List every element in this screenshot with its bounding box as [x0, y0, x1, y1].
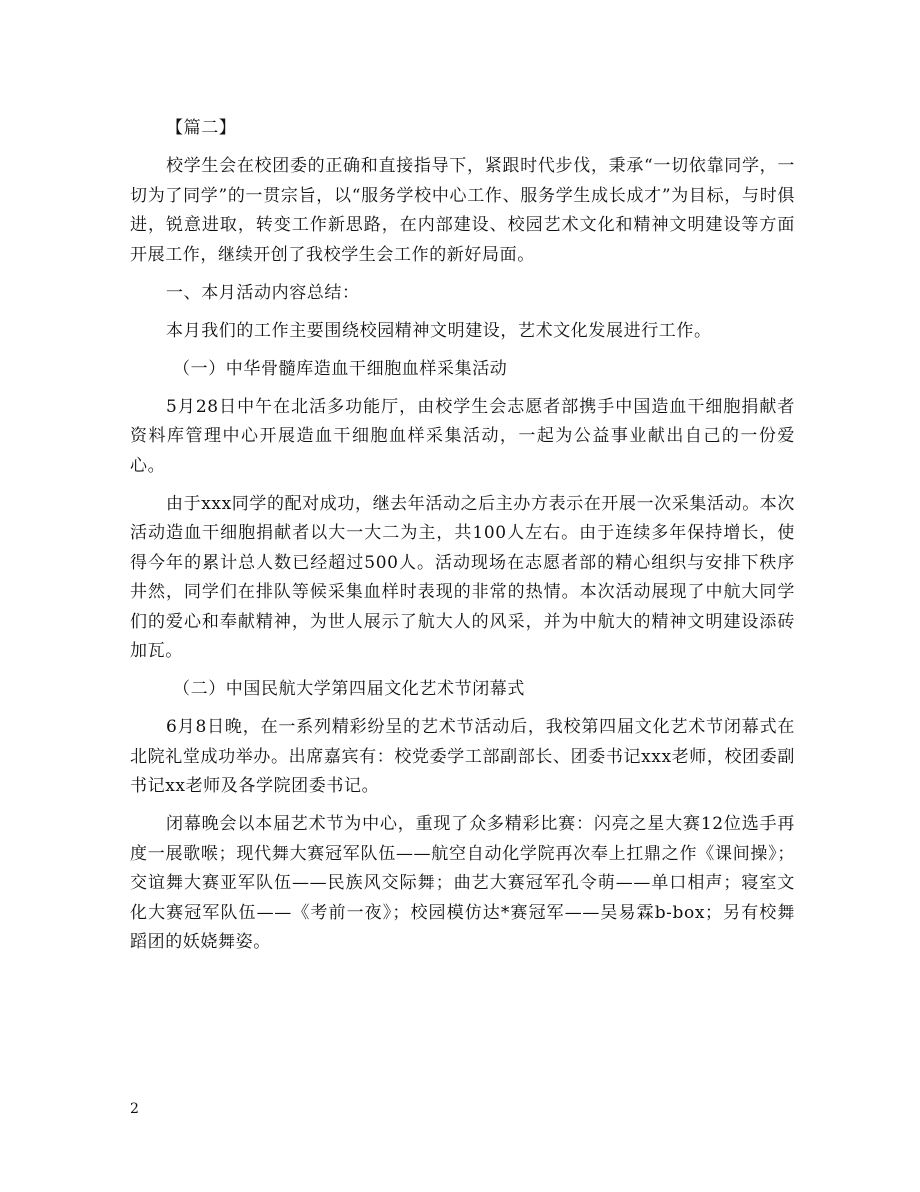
activity-two-heading: （二）中国民航大学第四届文化艺术节闭幕式 [173, 679, 525, 699]
summary-heading: 一、本月活动内容总结： [166, 282, 360, 303]
activity-two-paragraph-2: 闭幕晚会以本届艺术节为中心，重现了众多精彩比赛：闪亮之星大赛12位选手再度一展歌喉；现代舞大赛冠军队伍——航空自动化学院再次奉上扛鼎之作《课间操》；交谊舞大赛亚军队伍——民族风交际舞；曲艺大赛冠军孔令萌——单口相声；寝室文化大赛冠军队伍——《考前一夜》；校园模仿达*赛冠军——吴易霖b-box；另有校舞蹈团的妖娆舞姿。 [130, 814, 795, 952]
activity-one-paragraph-1: 5月28日中午在北活多功能厅，由校学生会志愿者部携手中国造血干细胞捐献者资料库管理中心开展造血干细胞血样采集活动，一起为公益事业献出自己的一份爱心。 [130, 396, 795, 476]
activity-one-paragraph-2: 由于xxx同学的配对成功，继去年活动之后主办方表示在开展一次采集活动。本次活动造血干细胞捐献者以大一大二为主，共100人左右。由于连续多年保持增长，使得今年的累计总人数已经超过500人。活动现场在志愿者部的精心组织与安排下秩序井然，同学们在排队等候采集血样时表现的非常的热情。本次活动展现了中航大同学们的爱心和奉献精神，为世人展示了航大人的风采，并为中航大的精神文明建设添砖加瓦。 [130, 493, 795, 661]
page-number: 2 [130, 1101, 139, 1117]
intro-paragraph: 校学生会在校团委的正确和直接指导下，紧跟时代步伐，秉承“一切依靠同学，一切为了同学”的一贯宗旨，以“服务学校中心工作、服务学生成长成才”为目标，与时俱进，锐意进取，转变工作新思路，在内部建设、校园艺术文化和精神文明建设等方面开展工作，继续开创了我校学生会工作的新好局面。 [130, 156, 795, 265]
document-body [130, 114, 795, 958]
activity-two-paragraph-1: 6月8日晚，在一系列精彩纷呈的艺术节活动后，我校第四届文化艺术节闭幕式在北院礼堂成功举办。出席嘉宾有：校党委学工部副部长、团委书记xxx老师，校团委副书记xx老师及各学院团委书记。 [130, 717, 795, 796]
activity-one-heading: （一）中华骨髓库造血干细胞血样采集活动 [173, 358, 508, 379]
section-label: 【篇二】 [166, 118, 237, 138]
summary-paragraph: 本月我们的工作主要围绕校园精神文明建设，艺术文化发展进行工作。 [166, 320, 712, 341]
